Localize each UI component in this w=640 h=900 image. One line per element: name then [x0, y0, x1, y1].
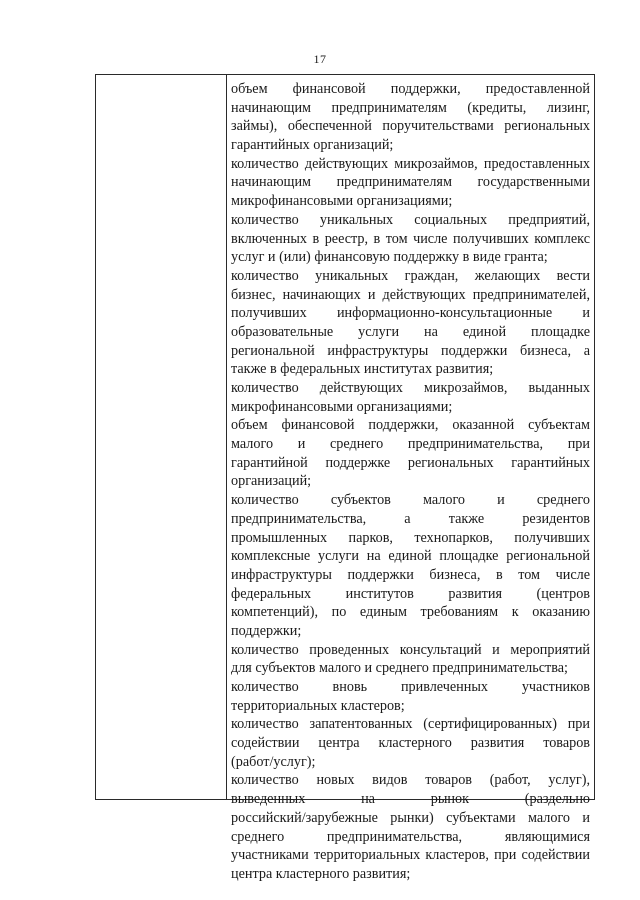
text-line: поддержки; [231, 622, 302, 639]
text-line: образовательные услуги на единой площадке [231, 323, 590, 340]
text-line: выведенных на рынок (раздельно [231, 791, 590, 808]
table-right-cell [227, 75, 594, 884]
indicators-table [95, 74, 595, 882]
text-line: количество новых видов товаров (работ, услуг), [231, 772, 590, 789]
text-line: для субъектов малого и среднего предпринимательства; [231, 660, 568, 677]
text-line: организаций; [231, 473, 312, 490]
text-line: (работ/услуг); [231, 753, 316, 770]
text-line: предпринимательства, а также резидентов [231, 510, 590, 527]
text-line: гарантийной поддержке региональных гарантийных [231, 454, 590, 471]
text-line: участниками территориальных кластеров, при содействии [231, 847, 590, 864]
text-line: федеральных институтов развития (центров [231, 585, 590, 602]
text-line: также в федеральных институтах развития; [231, 361, 494, 378]
text-line: российский/зарубежные рынки) субъектами малого и [231, 809, 590, 826]
text-line: количество уникальных социальных предприятий, [231, 211, 590, 228]
text-line: среднего предпринимательства, являющимися [231, 828, 590, 845]
text-line: компетенций), по единым требованиям к оказанию [231, 604, 590, 621]
text-line: комплексные услуги на единой площадке региональной [231, 548, 590, 565]
text-line: гарантийных организаций; [231, 137, 394, 154]
text-line: бизнес, начинающих и действующих предпринимателей, [231, 286, 590, 303]
text-line: микрофинансовыми организациями; [231, 398, 453, 415]
text-line: объем финансовой поддержки, оказанной субъектам [231, 417, 590, 434]
text-line: содействии центра кластерного развития товаров [231, 735, 590, 752]
text-line: количество действующих микрозаймов, предоставленных [231, 155, 590, 172]
text-line: территориальных кластеров; [231, 697, 405, 714]
text-line: малого и среднего предпринимательства, при [231, 436, 590, 453]
text-line: количество действующих микрозаймов, выданных [231, 380, 590, 396]
text-line: количество запатентованных (сертифицированных) при [231, 716, 590, 733]
text-line: центра кластерного развития; [231, 865, 411, 882]
text-line: региональной инфраструктуры поддержки бизнеса, а [231, 342, 590, 359]
text-line: количество субъектов малого и среднего [231, 492, 590, 509]
text-line: займы), обеспеченной поручительствами региональных [231, 118, 590, 135]
text-line: получивших информационно-консультационные и [231, 305, 590, 322]
text-line: объем финансовой поддержки, предоставленной [231, 81, 590, 97]
page-number: 17 [313, 52, 327, 66]
text-line: количество проведенных консультаций и мероприятий [231, 641, 590, 658]
text-line: микрофинансовыми организациями; [231, 193, 453, 210]
text-line: начинающим предпринимателям государственными [231, 174, 590, 191]
text-line: количество вновь привлеченных участников [231, 679, 590, 695]
text-line: промышленных парков, технопарков, получивших [231, 529, 590, 546]
table-left-cell [96, 75, 227, 799]
text-line: количество уникальных граждан, желающих вести [231, 267, 590, 284]
text-line: включенных в реестр, в том числе получивших комплекс [231, 230, 590, 247]
text-line: услуг и (или) финансовую поддержку в виде гранта; [231, 249, 548, 266]
text-line: начинающим предпринимателям (кредиты, лизинг, [231, 99, 590, 116]
text-line: инфраструктуры поддержки бизнеса, в том числе [231, 566, 590, 583]
